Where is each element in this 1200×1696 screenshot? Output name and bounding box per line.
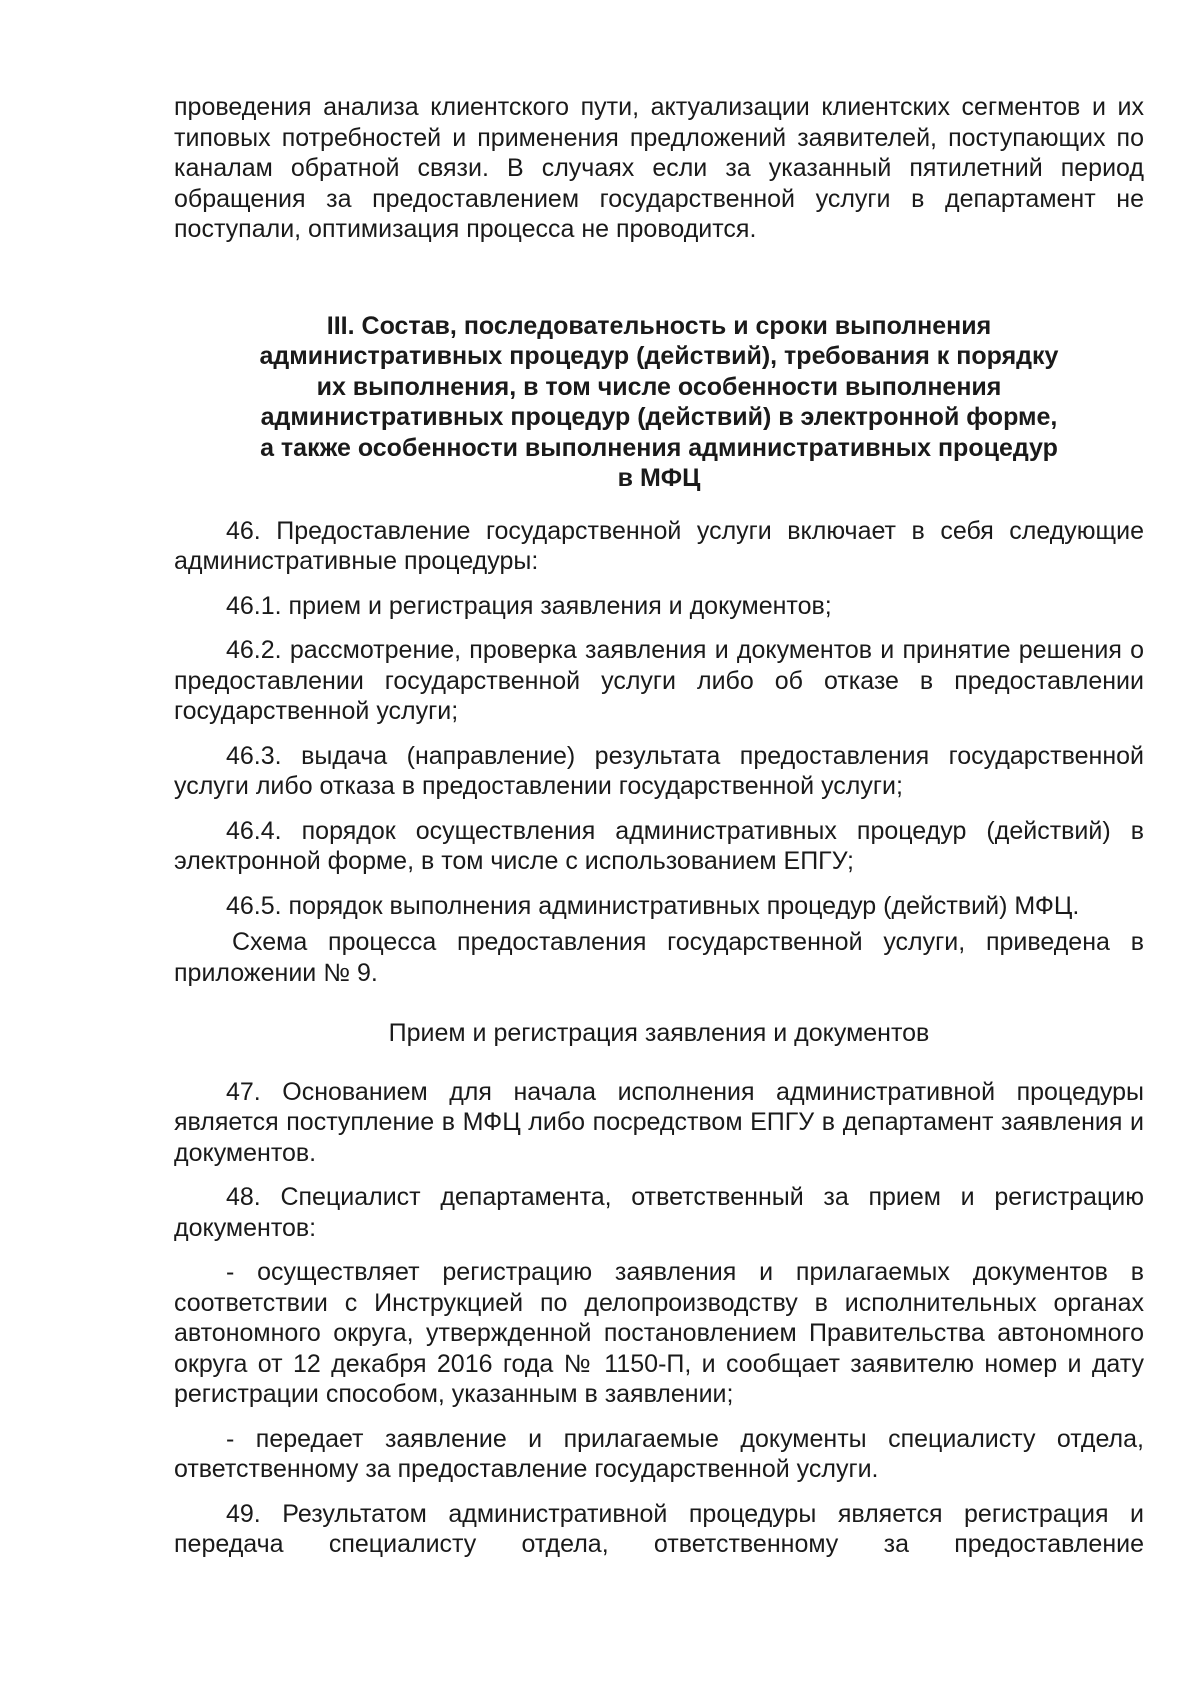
section-title-line: их выполнения, в том числе особенности выполнения: [316, 372, 1002, 401]
section-title-line: III. Состав, последовательность и сроки выполнения: [326, 311, 992, 340]
paragraph-49: 49. Результатом административной процедуры является регистрация и передача специалисту отдела, ответственному за предоставление: [174, 1499, 1144, 1558]
paragraph-46-1: 46.1. прием и регистрация заявления и документов;: [226, 591, 832, 620]
section-title-line: административных процедур (действий), требования к порядку: [259, 342, 1059, 370]
paragraph-46-5: 46.5. порядок выполнения административных процедур (действий) МФЦ.: [226, 891, 1080, 920]
section-title-line: административных процедур (действий) в электронной форме,: [260, 403, 1058, 431]
paragraph-48-item-2: - передает заявление и прилагаемые документы специалисту отдела, ответственному за предоставление государственной услуги.: [174, 1424, 1144, 1483]
paragraph-46: 46. Предоставление государственной услуги включает в себя следующие административные процедуры:: [174, 516, 1144, 575]
subheading: Прием и регистрация заявления и документов: [388, 1019, 930, 1047]
paragraph-48-item-1: - осуществляет регистрацию заявления и прилагаемых документов в соответствии с Инструкцией по делопроизводству в исполнительных органах автономного округа, утвержденной постановлением Правительства автономного округа от 12 декабря 2016 года № 1150-П, и сообщает заявителю номер и дату регистрации способом, указанным в заявлении;: [174, 1258, 1144, 1408]
section-title-line: а также особенности выполнения административных процедур: [260, 433, 1058, 462]
paragraph-47: 47. Основанием для начала исполнения административной процедуры является поступление в МФЦ либо посредством ЕПГУ в департамент заявления и документов.: [174, 1077, 1144, 1167]
paragraph-46-2: 46.2. рассмотрение, проверка заявления и документов и принятие решения о предоставлении государственной услуги либо об отказе в предоставлении государственной услуги;: [174, 636, 1144, 725]
document-page: [174, 92, 1144, 1560]
section-title-line: в МФЦ: [617, 464, 701, 492]
scheme-note: Схема процесса предоставления государственной услуги, приведена в приложении № 9.: [174, 928, 1144, 987]
paragraph-46-4: 46.4. порядок осуществления административных процедур (действий) в электронной форме, в том числе с использованием ЕПГУ;: [174, 816, 1144, 875]
paragraph-48: 48. Специалист департамента, ответственный за прием и регистрацию документов:: [174, 1183, 1144, 1242]
paragraph-46-3: 46.3. выдача (направление) результата предоставления государственной услуги либо отказа в предоставлении государственной услуги;: [174, 741, 1144, 800]
section-title: [174, 311, 1144, 494]
opening-paragraph: проведения анализа клиентского пути, актуализации клиентских сегментов и их типовых потребностей и применения предложений заявителей, поступающих по каналам обратной связи. В случаях если за указанный пятилетний период обращения за предоставлением государственной услуги в департамент не поступали, оптимизация процесса не проводится.: [174, 93, 1144, 243]
